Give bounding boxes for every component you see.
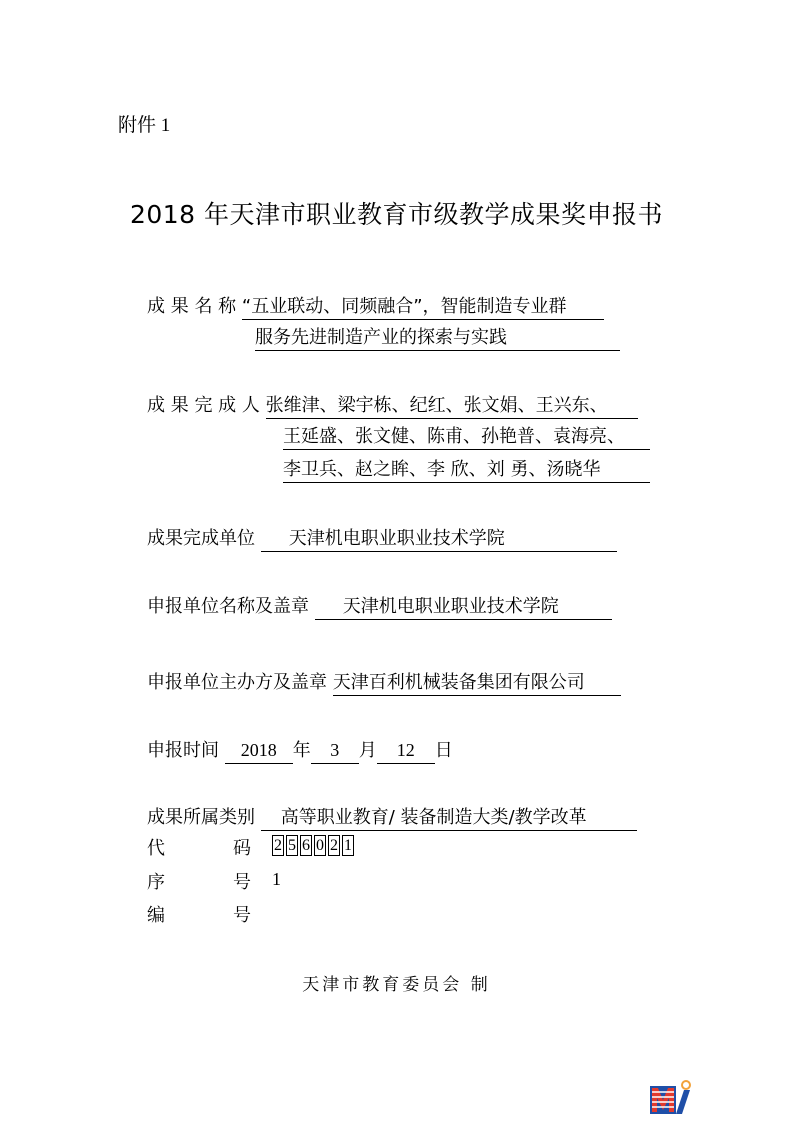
completing-unit-field (147, 524, 617, 552)
date-day-unit: 日 (434, 740, 453, 761)
category-label: 成果所属类别 (147, 807, 255, 828)
completers-line2-wrap (283, 425, 650, 450)
serial-label-1: 序 (147, 872, 165, 893)
category-field (147, 803, 637, 831)
sponsor-value: 天津百利机械装备集团有限公司 (333, 671, 621, 696)
completers-line1: 张维津、梁宇栋、纪红、张文娟、王兴东、 (266, 394, 638, 419)
date-label: 申报时间 (147, 740, 219, 761)
code-label-2: 码 (233, 838, 251, 859)
code-digit: 1 (344, 837, 352, 854)
code-digit: 2 (330, 837, 338, 854)
attachment-label: 附件 1 (118, 115, 171, 136)
applying-unit-value: 天津机电职业职业技术学院 (315, 595, 612, 620)
completers-field (147, 391, 638, 419)
completing-unit-label: 成果完成单位 (147, 528, 255, 549)
code-label-1: 代 (147, 838, 165, 859)
code-digit: 2 (274, 837, 282, 854)
date-field (147, 736, 453, 764)
category-value: 高等职业教育/ 装备制造大类/教学改革 (261, 806, 637, 831)
applying-unit-field (147, 592, 612, 620)
number-label-1: 编 (147, 905, 165, 926)
publisher-logo-icon (650, 1080, 692, 1114)
code-digit: 0 (316, 837, 324, 854)
achievement-name-line2: 服务先进制造产业的探索与实践 (255, 326, 620, 351)
code-digit: 6 (302, 837, 310, 854)
applying-unit-label: 申报单位名称及盖章 (147, 596, 309, 617)
date-month: 3 (311, 739, 359, 764)
completers-label: 成 果 完 成 人 (147, 395, 260, 416)
achievement-name-label: 成 果 名 称 (147, 296, 237, 317)
serial-value: 1 (272, 869, 281, 889)
achievement-name-field (147, 292, 604, 320)
document-title: 2018 年天津市职业教育市级教学成果奖申报书 (129, 200, 664, 229)
date-day: 12 (377, 739, 435, 764)
serial-label-2: 号 (233, 872, 251, 893)
number-label-2: 号 (233, 905, 251, 926)
sponsor-label: 申报单位主办方及盖章 (147, 672, 327, 693)
completers-line3-wrap (283, 458, 650, 483)
issuer-footer: 天津市教育委员会 制 (302, 975, 491, 995)
completing-unit-value: 天津机电职业职业技术学院 (261, 527, 617, 552)
date-year: 2018 (225, 739, 293, 764)
code-boxes (272, 835, 356, 856)
date-year-unit: 年 (292, 740, 311, 761)
sponsor-field (147, 668, 621, 696)
date-month-unit: 月 (358, 740, 377, 761)
achievement-name-line1: “五业联动、同频融合”，智能制造专业群 (242, 295, 604, 320)
completers-line3: 李卫兵、赵之眸、李 欣、刘 勇、汤晓华 (283, 458, 650, 483)
code-digit: 5 (288, 837, 296, 854)
completers-line2: 王延盛、张文健、陈甫、孙艳普、袁海亮、 (283, 425, 650, 450)
achievement-name-line2-wrap (255, 326, 620, 351)
